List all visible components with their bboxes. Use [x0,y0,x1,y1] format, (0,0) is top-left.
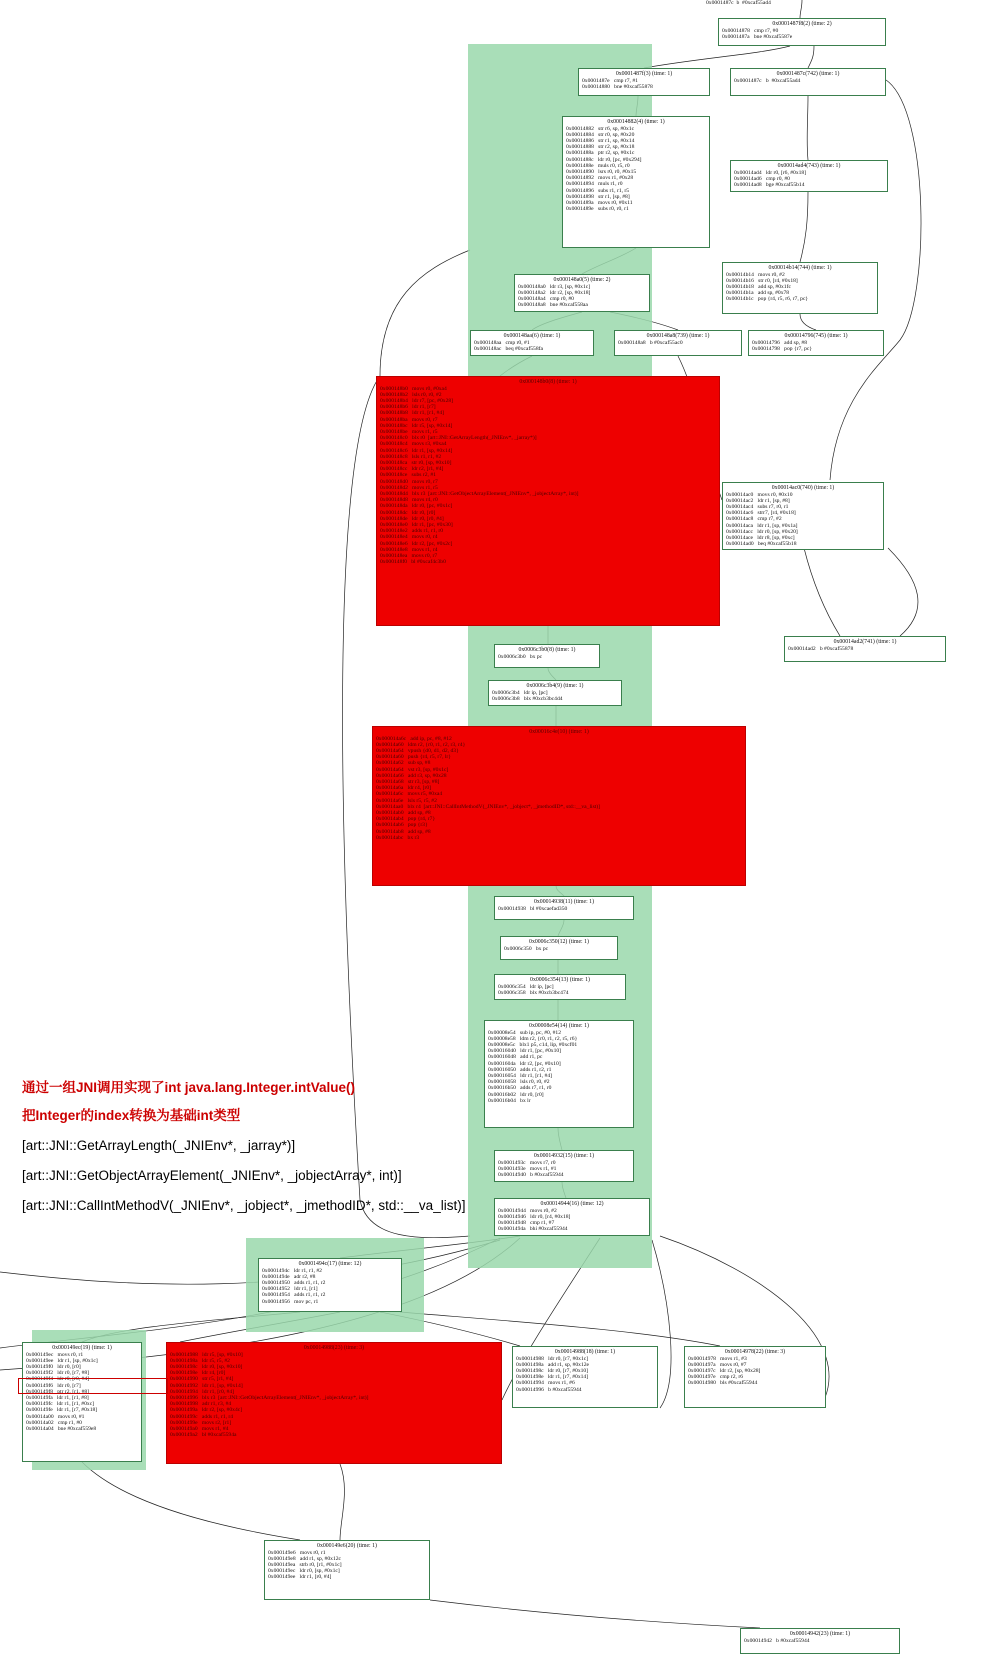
node-instruction: 0x000148b2 lsls r0, r0, #2 [380,391,442,398]
node-instruction: 0x00008e54 sub ip, pc, #0, #12 [488,1029,562,1036]
node-instruction: 0x00014a60 ldm r2, {r0, r1, r2, r3, r4} [376,741,466,748]
graph-node-n739[interactable] [614,330,742,356]
node-instruction: 0x000149f6 ldr r0, [r7] [26,1382,81,1389]
node-instruction: 0x00014a64 vst r3, [sp, #0x1c] [376,766,449,773]
node-header: 0x00014882(4) (time: 1) [607,119,665,125]
node-instruction: 0x00014ab0 add sp, #8 [376,810,431,817]
node-instruction: 0x0006c3b4 ldr ip, [pc] [492,689,548,696]
node-instruction: 0x000148cc ldr r2, [r1, #4] [380,466,444,473]
node-instruction: 0x000014a6c add ip, pc, #8, #12 [376,735,452,742]
node-instruction: 0x000148ac beq #0xcaf558fa [474,345,543,352]
node-instruction: 0x00014994 ldr r1, [r0, #4] [170,1388,235,1395]
node-instruction: 0x00014aa0 blx r4 [art::JNI::CallIntMethodV(_JNIEnv*, _jobject*, _jmethodID*, std::__va_list)] [376,803,601,810]
node-instruction: 0x00014988 ldr r5, [sp, #0x10] [170,1351,243,1358]
node-header: 0x00016c4e(10) (time: 1) [529,729,589,735]
node-instruction: 0x00014942 b #0xcaf55944 [744,1637,810,1644]
graph-node-n9[interactable] [488,680,622,706]
node-instruction: 0x00014886 str r1, sp, #0x14 [566,138,635,144]
node-instruction: 0x0006c358 blx #0xcb3bc474 [498,989,569,996]
graph-node-n20b[interactable] [264,1540,430,1600]
node-header: 0x0001487f(3) (time: 1) [615,71,673,77]
node-instruction: 0x00014a02 cmp r1, #0 [26,1419,82,1426]
node-instruction: 0x0001488e muls r0, r5, r0 [566,162,630,169]
graph-node-n4[interactable] [562,116,710,248]
node-instruction: 0x00014998 adr r1, r3, #4 [170,1401,232,1408]
node-instruction: 0x000149fa ldr r1, [r1, #8] [26,1395,89,1402]
node-instruction: 0x0001493e movs r1, #1 [498,1165,557,1172]
node-instruction: 0x0001487a bne #0xcaf5587e [722,33,793,40]
node-instruction: 0x00014938 bl #0xcaefad350 [498,905,568,912]
node-header: 0x00014932(15) (time: 1) [533,1153,595,1159]
node-header: 0x000148a8(739) (time: 1) [646,333,710,339]
node-instruction: 0x00014990 str r5, [r1, #4] [170,1376,234,1383]
node-instruction: 0x0001498e ldr r1, [r7, #0x14] [516,1374,589,1381]
node-instruction: 0x00014894 muls r1, r0 [566,181,623,188]
node-instruction: 0x0001499e movs r2, [r1] [170,1419,232,1426]
node-instruction: 0x000148a2 ldr r2, [sp, #0x18] [518,289,591,296]
node-instruction: 0x000148d0 movs r0, r7 [380,478,438,485]
node-instruction: 0x00014ad6 cmp r0, #0 [734,175,790,182]
node-instruction: 0x0006c354 ldr ip, [pc] [498,983,554,990]
node-instruction: 0x000148da ldr r0, [pc, #0x1c] [380,503,453,510]
node-instruction: 0x00014996 blx r3 [art::JNI::GetObjectArrayElement(_JNIEnv*, _jobjectArray*, int)] [170,1395,369,1402]
node-instruction: 0x000148e8 movs r1, r4 [380,546,438,553]
node-instruction: 0x00014b1c pop {r4, r5, r6, r7, pc} [726,296,809,303]
node-instruction: 0x000148b0 movs r0, #0xa4 [380,385,447,392]
node-instruction: 0x00014b16 str r0, [r4, #0x18] [726,277,798,284]
node-header: 0x00014796(745) (time: 1) [784,333,848,339]
node-instruction: 0x00014992 ldr r1, [sp, #0x14] [170,1382,243,1389]
node-instruction: 0x00014abc bx r3 [376,834,420,841]
node-instruction: 0x00014940 b #0xcaf55944 [498,1172,564,1178]
node-header: 0x0006c350(12) (time: 1) [529,939,589,945]
node-instruction: 0x000148d4 blx r3 [art::JNI::GetObjectArrayElement(_JNIEnv*, _jobjectArray*, int)] [380,491,579,498]
node-instruction: 0x00014896 subs r1, r1, r5 [566,187,630,194]
node-instruction: 0x00014ac8 cmp r7, #2 [726,516,782,523]
node-instruction: 0x000148a0 ldr r3, [sp, #0x1c] [518,283,591,290]
node-instruction: 0x000149e8 add r1, sp, #0x12c [268,1555,342,1562]
node-instruction: 0x000149f2 ldr r0, [r7, #8] [26,1370,90,1377]
node-instruction: 0x0001493c movs r7, r0 [498,1159,556,1166]
node-instruction: 0x0001487e cmp r7, #1 [582,77,638,84]
graph-node-r10[interactable] [372,726,746,886]
graph-node-n13[interactable] [494,974,626,1000]
node-instruction: 0x0006c3b8 blx #0xcb3bc4d4 [492,695,563,702]
node-instruction: 0x0001499a ldr r2, [sp, #0x4c] [170,1407,243,1414]
node-instruction: 0x000148c8 lsls r1, r1, #2 [380,453,442,460]
focus-instruction-box [18,1378,168,1394]
node-instruction: 0x0001494c ldr r1, r1, #2 [262,1267,322,1274]
node-instruction: 0x000148c4 movs r3, #0xa4 [380,441,447,448]
node-instruction: 0x00014994 movs r1, #6 [516,1380,575,1387]
node-instruction: 0x00014798 pop {r7, pc} [752,345,813,352]
node-instruction: 0x000148b8 ldr r1, [r1, #4] [380,410,445,417]
node-header: 0x0006c354(13) (time: 1) [530,977,590,983]
node-instruction: 0x00016040 ldr r1, [pc, #0x10] [488,1048,562,1055]
graph-node-n740[interactable] [722,482,884,550]
graph-node-r20[interactable] [166,1342,502,1464]
node-instruction: 0x00014944 movs r0, #2 [498,1207,557,1214]
node-instruction: 0x00014b14 movs r0, #2 [726,271,785,278]
node-instruction: 0x000148e2 adds r1, r1, r0 [380,528,444,535]
node-instruction: 0x00014952 ldr r1, [r1] [262,1286,318,1293]
node-instruction: 0x00014a64 vpush {d0, d1, d2, d3} [376,748,459,754]
node-instruction: 0x00014a62 sub sp, #8 [376,760,431,767]
graph-node-n3[interactable] [578,68,710,96]
node-instruction: 0x000148e6 ldr r2, [pc, #0x2c] [380,540,453,547]
node-instruction: 0x000149f8 ptr r2, [r1, #8] [26,1388,90,1395]
node-instruction: 0x000148ba movs r0, r7 [380,416,438,423]
node-header: 0x0001487f8(2) (time: 2) [772,21,832,27]
node-instruction: 0x000149ee ldr r1, [r0, #4] [268,1574,332,1581]
node-instruction: 0x00014892 movs r1, #0x28 [566,175,634,182]
node-instruction: 0x00014ac4 subs r7, r0, r1 [726,504,789,510]
node-instruction: 0x00014a04 bne #0xcaf559e8 [26,1426,97,1433]
graph-node-n5[interactable] [514,274,650,312]
node-instruction: 0x0001494a bhi #0xcaf55944 [498,1226,568,1233]
node-header: 0x00014b14(744) (time: 1) [768,265,832,271]
node-header: 0x00014938(11) (time: 1) [534,899,594,905]
node-instruction: 0x00014aca ldr r1, [sp, #0x1a] [726,522,798,529]
node-instruction: 0x00014ac0 movs r0, #0x10 [726,491,793,498]
node-instruction: 0x0001498c ldr r0, [r7, #0x10] [516,1368,589,1374]
node-instruction: 0x00014ad0 beq #0xcaf55b18 [726,541,797,548]
node-instruction: 0x000148e4 movs r0, r4 [380,534,438,541]
graph-node-n16[interactable] [494,1198,650,1236]
node-instruction: 0x0001498a ldr r5, r5, #2 [170,1357,230,1364]
node-instruction: 0x000148d2 movs r1, r5 [380,484,438,491]
graph-node-n12[interactable] [500,936,618,960]
node-header: 0x000148a0(5) (time: 2) [553,277,611,283]
node-instruction: 0x00014988 ldr r0, [r7, #0x1c] [516,1355,589,1362]
node-instruction: 0x000148c0 blx r0 [art::JNI::GetArrayLength(_JNIEnv*, _jarray*)] [380,435,537,442]
node-instruction: 0x00016058 lsls r0, r0, #2 [488,1079,550,1086]
graph-node-n743[interactable] [730,160,888,192]
node-instruction: 0x00014950 adds r1, r1, r2 [262,1280,326,1286]
node-instruction: 0x0001489e subs r0, r0, r1 [566,206,629,213]
node-instruction: 0x000148ca str r0, [sp, #0x10] [380,460,452,467]
node-instruction: 0x000149fc ldr r1, [r1, #0xc] [26,1401,95,1408]
node-instruction: 0x00014ac2 ldr r1, [sp, #8] [726,497,790,504]
graph-node-n14[interactable] [484,1020,634,1128]
node-header: 0x00014988(18) (time: 1) [554,1349,616,1355]
node-instruction: 0x000148a8 b #0xcaf55ac0 [618,339,683,346]
graph-node-n23[interactable] [740,1628,900,1654]
node-instruction: 0x00014b1a add sp, #0x78 [726,290,790,297]
node-instruction: 0x0006c3b0 bx pc [498,653,543,660]
node-instruction: 0x000148de ldr r0, [r0, #4] [380,515,444,522]
node-instruction: 0x000148a4 cmp r0, #0 [518,296,574,302]
node-instruction: 0x000148e0 ldr r1, [pc, #0x30] [380,522,453,529]
node-instruction: 0x000148b4 ldr r7, [pc, #0x28] [380,398,454,404]
annotation-line-2: 把Integer的index转换为基础int类型 [22,1108,241,1123]
node-instruction: 0x00014ab6 pop {r3} [376,822,428,829]
node-instruction: 0x0001498a add r1, sp, #0x12e [516,1361,590,1368]
node-instruction: 0x00014796 add sp, #8 [752,339,808,346]
node-instruction: 0x000148bc ldr r5, [sp, #0x14] [380,422,453,429]
node-instruction: 0x00014a6c movs r5, #0xa4 [376,791,443,798]
graph-node-n741[interactable] [784,636,946,662]
node-header: 0x000149ec(19) (time: 1) [52,1345,112,1351]
node-instruction: 0x000149a2 bl #0xcaf5594a [170,1432,237,1439]
node-instruction: 0x000149f0 ldr r0, [r0] [26,1364,81,1370]
graph-node-n15[interactable] [494,1150,634,1182]
node-instruction: 0x00014882 str r6, sp, #0x1c [566,125,635,132]
graph-node-n6[interactable] [470,330,594,356]
node-instruction: 0x00008e5c blx1 p5, c14, lip, #0xcf01 [488,1042,578,1048]
graph-node-n2[interactable] [718,18,886,46]
node-instruction: 0x00014884 str r0, sp, #0x20 [566,131,635,138]
annotation-line-5: [art::JNI::CallIntMethodV(_JNIEnv*, _jobject*, _jmethodID*, std::__va_list)] [22,1198,466,1213]
top-clipped-text: 0x0001487c b #0xcaf55ad4 [706,0,771,6]
node-header: 0x0006c3b0(8) (time: 1) [518,647,576,653]
node-instruction: 0x00014980 bls #0xcaf55944 [688,1380,758,1387]
node-instruction: 0x000148ea movs r0, r7 [380,553,438,560]
node-instruction: 0x0001494e adr r2, #8 [262,1273,316,1280]
graph-node-n745[interactable] [748,330,884,356]
node-instruction: 0x00008e58 ldm r2, {r0, r1, r2, r5, r6} [488,1035,578,1042]
graph-node-n11[interactable] [494,896,634,920]
node-instruction: 0x000149ec ldr r0, [sp, #0x1c] [268,1568,340,1575]
graph-node-n17[interactable] [258,1258,402,1312]
node-instruction: 0x0001497a movs r0, #7 [688,1361,747,1368]
node-instruction: 0x00016b02 ldr r0, [r0] [488,1091,544,1098]
node-instruction: 0x00014a60 push {r4, r5, r7, lr} [376,754,451,761]
node-header: 0x0006c3b4(9) (time: 1) [526,683,584,689]
annotation-line-3: [art::JNI::GetArrayLength(_JNIEnv*, _jarray*)] [22,1138,296,1153]
node-instruction: 0x00014888 str r2, sp, #0x18 [566,144,635,151]
node-instruction: 0x000149ea strb r0, [r1, #0x1c] [268,1562,342,1568]
node-header: 0x000148aa(6) (time: 1) [503,333,561,339]
node-instruction: 0x00014ace ldr r8, [sp, #0xc] [726,535,795,542]
node-instruction: 0x0001487c b #0xcaf55ad4 [734,77,801,84]
node-instruction: 0x000149f4 ldr r0, [r0, #4] [26,1376,90,1383]
node-header: 0x00008e54(14) (time: 1) [529,1023,589,1029]
node-instruction: 0x00014880 bne #0xcaf55878 [582,83,653,90]
node-instruction: 0x000148d8 movs r4, r0 [380,497,438,504]
node-header: 0x0001494c(17) (time: 12) [298,1261,362,1267]
node-instruction: 0x00014ac6 strr7, [r4, #0x18] [726,510,796,517]
node-instruction: 0x000148c6 ldr r1, [sp, #0x14] [380,447,453,454]
node-instruction: 0x000148b6 ldr r1, [r7] [380,404,436,411]
node-instruction: 0x000148aa cmp r0, #1 [474,339,530,346]
node-instruction: 0x0001488a ptr r2, sp, #0x1c [566,150,635,157]
node-header: 0x00014978(22) (time: 3) [724,1349,786,1355]
node-instruction: 0x0001498e ldr r4, [r0] [170,1370,226,1377]
node-instruction: 0x00014a68 str r3, [sp, #8] [376,779,440,786]
node-instruction: 0x0001499c adds r1, r1, r4 [170,1413,234,1420]
node-instruction: 0x00014996 b #0xcaf55944 [516,1386,582,1393]
node-instruction: 0x00014ab4 pop {r4, r7} [376,816,436,823]
node-instruction: 0x000148a8 bne #0xcaf558aa [518,302,588,309]
node-instruction: 0x0001497e cmp r2, r6 [688,1374,743,1381]
node-header: 0x000148b0(8) (time: 1) [519,379,577,385]
node-instruction: 0x00014a6a ldr r4, [r0] [376,785,431,792]
node-header: 0x00014ac0(740) (time: 1) [771,485,835,491]
node-instruction: 0x000148be movs r1, r5 [380,429,438,436]
node-instruction: 0x00014a66 add r3, sp, #0x28 [376,772,447,779]
node-instruction: 0x00014a00 movs r0, #1 [26,1413,85,1420]
node-instruction: 0x00014890 lsrs r0, r0, #0x15 [566,169,637,176]
node-instruction: 0x00014ad8 bge #0xcaf55b14 [734,182,805,188]
node-instruction: 0x00014a6e lsls r5, r5, #2 [376,797,437,804]
node-instruction: 0x00014978 movs r1, #3 [688,1355,747,1362]
node-instruction: 0x00016048 add r1, pc [488,1054,543,1061]
node-instruction: 0x00016054 ldr r1, [r1, #4] [488,1073,553,1080]
node-header: 0x00014988(23) (time: 3) [303,1345,365,1351]
graph-node-r8[interactable] [376,376,720,626]
node-instruction: 0x00016050 adds r1, r2, r1 [488,1066,552,1073]
node-instruction: 0x0001604a ldr r2, [pc, #0x10] [488,1060,561,1067]
node-header: 0x000149e6(20) (time: 1) [317,1543,377,1549]
annotation-line-4: [art::JNI::GetObjectArrayElement(_JNIEnv*, _jobjectArray*, int)] [22,1168,402,1183]
node-instruction: 0x00016b04 bx lr [488,1097,531,1104]
node-instruction: 0x00014954 adds r1, r1, r2 [262,1292,326,1299]
node-instruction: 0x000149a0 movs r1, #4 [170,1426,229,1433]
node-instruction: 0x0001489a movs r0, #0x11 [566,200,633,207]
node-instruction: 0x000149fe ldr r1, [r7, #0x18] [26,1407,98,1414]
node-instruction: 0x000148dc ldr r0, [r0] [380,509,436,516]
graph-node-n8b[interactable] [494,644,600,668]
node-instruction: 0x00014898 str r1, [sp, #8] [566,193,630,200]
node-header: 0x00014ad2(741) (time: 1) [833,639,897,645]
node-instruction: 0x00016b50 adds r7, r1, r0 [488,1085,552,1092]
graph-node-n22[interactable] [684,1346,826,1408]
graph-node-n19[interactable] [22,1342,142,1462]
node-instruction: 0x00014acc ldr r0, [sp, #0x20] [726,528,798,535]
node-header: 0x00014942(23) (time: 1) [789,1631,851,1637]
graph-node-n742[interactable] [730,68,886,96]
node-instruction: 0x000148f0 bl #0xcaf4c3b0 [380,559,446,566]
node-header: 0x00014944(16) (time: 12) [540,1201,604,1207]
node-instruction: 0x000148ce subs r2, #1 [380,472,436,479]
annotation-line-1: 通过一组JNI调用实现了int java.lang.Integer.intValue() [22,1080,356,1095]
node-instruction: 0x0001498c ldr r0, [sp, #0x10] [170,1364,243,1370]
node-instruction: 0x00014956 mov pc, r1 [262,1298,319,1305]
graph-node-n18[interactable] [512,1346,658,1408]
node-instruction: 0x000149e6 movs r0, r1 [268,1549,326,1556]
node-instruction: 0x0001497c ldr r2, [sp, #0x28] [688,1368,761,1374]
node-instruction: 0x00014878 cmp r7, #0 [722,27,779,34]
node-instruction: 0x00014948 cmp r1, #7 [498,1220,555,1226]
node-instruction: 0x00014ab8 add sp, #8 [376,828,431,835]
node-header: 0x0001487c(742) (time: 1) [776,71,840,77]
node-instruction: 0x00014946 ldr r0, [r4, #0x18] [498,1213,571,1220]
node-instruction: 0x00014ad2 b #0xcaf55878 [788,645,854,652]
node-instruction: 0x0001488c ldr r0, [pc, #0x294] [566,156,642,163]
node-instruction: 0x000149ec movs r0, r1 [26,1351,84,1358]
node-instruction: 0x00014b18 add sp, #0x1fc [726,284,791,290]
node-instruction: 0x00014ad4 ldr r0, [r6, #0x18] [734,169,807,176]
node-header: 0x00014ad4(743) (time: 1) [777,163,841,169]
graph-node-n744[interactable] [722,262,878,314]
node-instruction: 0x000149ee ldr r1, [sp, #0x1c] [26,1357,98,1364]
node-instruction: 0x0006c350 bx pc [504,945,549,952]
